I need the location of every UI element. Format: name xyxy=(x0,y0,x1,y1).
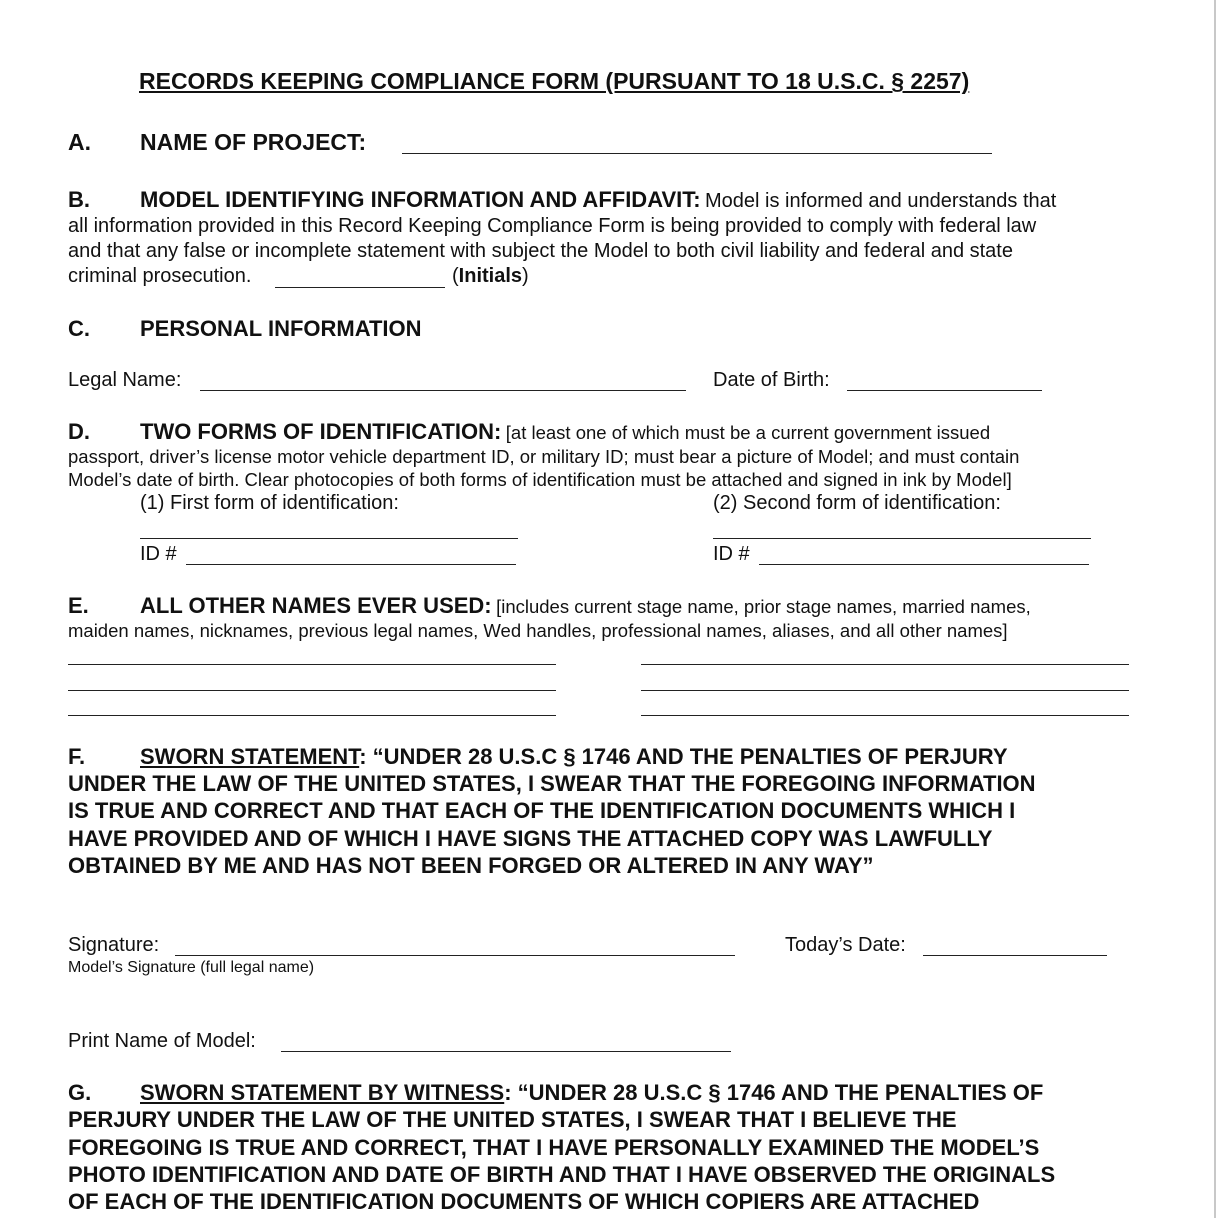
section-e-letter: E. xyxy=(68,593,89,618)
other-name-field[interactable] xyxy=(641,690,1129,691)
second-id-label: (2) Second form of identification: xyxy=(713,492,1001,514)
first-id-field[interactable] xyxy=(140,538,518,539)
legal-name-label: Legal Name: xyxy=(68,369,182,391)
section-a-label: NAME OF PROJECT: xyxy=(140,129,367,155)
section-f-text1: : “UNDER 28 U.S.C § 1746 AND THE PENALTIES OF PERJURY xyxy=(359,744,1008,769)
section-g-heading: SWORN STATEMENT BY WITNESS xyxy=(140,1080,505,1105)
first-id-number-field[interactable] xyxy=(186,564,516,565)
section-b-line3: and that any false or incomplete statement with subject the Model to both civil liability and federal and state xyxy=(68,240,1013,262)
print-name-label: Print Name of Model: xyxy=(68,1030,256,1052)
section-f-heading: SWORN STATEMENT xyxy=(140,744,360,769)
section-g-text5: OF EACH OF THE IDENTIFICATION DOCUMENTS OF WHICH COPIERS ARE ATTACHED xyxy=(68,1189,980,1214)
section-d-line2: passport, driver’s license motor vehicle department ID, or military ID; must bear a picture of Model; and must contain xyxy=(68,446,1020,467)
print-name-field[interactable] xyxy=(281,1051,731,1052)
section-g-text4: PHOTO IDENTIFICATION AND DATE OF BIRTH AND THAT I HAVE OBSERVED THE ORIGINALS xyxy=(68,1162,1056,1187)
section-b-heading: MODEL IDENTIFYING INFORMATION AND AFFIDAVIT: xyxy=(140,187,701,212)
section-f-text3: IS TRUE AND CORRECT AND THAT EACH OF THE IDENTIFICATION DOCUMENTS WHICH I xyxy=(68,798,1016,823)
second-id-field[interactable] xyxy=(713,538,1091,539)
section-e-line2: maiden names, nicknames, previous legal names, Wed handles, professional names, aliases, and all other names] xyxy=(68,620,1008,641)
section-c-heading: PERSONAL INFORMATION xyxy=(140,316,422,341)
signature-sublabel: Model’s Signature (full legal name) xyxy=(68,959,315,976)
section-d-line1: [at least one of which must be a current government issued xyxy=(505,422,991,443)
signature-label: Signature: xyxy=(68,934,160,956)
section-e-line1: [includes current stage name, prior stage names, married names, xyxy=(496,596,1031,617)
dob-label: Date of Birth: xyxy=(713,369,830,391)
section-b-line4: criminal prosecution. xyxy=(68,265,252,287)
section-f-text5: OBTAINED BY ME AND HAS NOT BEEN FORGED OR ALTERED IN ANY WAY” xyxy=(68,853,874,878)
first-id-number-label: ID # xyxy=(140,543,177,565)
signature-field[interactable] xyxy=(175,955,735,956)
section-b-line1: Model is informed and understands that xyxy=(705,190,1057,212)
other-name-field[interactable] xyxy=(641,664,1129,665)
section-c-letter: C. xyxy=(68,316,90,341)
legal-name-field[interactable] xyxy=(200,390,686,391)
section-d-line3: Model’s date of birth. Clear photocopies of both forms of identification must be attached and signed in ink by Model] xyxy=(68,469,1012,490)
section-f-letter: F. xyxy=(68,744,86,769)
page-edge xyxy=(1214,0,1216,1218)
section-g-text2: PERJURY UNDER THE LAW OF THE UNITED STATES, I SWEAR THAT I BELIEVE THE xyxy=(68,1107,957,1132)
section-g-text1: : “UNDER 28 U.S.C § 1746 AND THE PENALTIES OF xyxy=(504,1080,1044,1105)
section-b-letter: B. xyxy=(68,187,90,212)
section-d-letter: D. xyxy=(68,419,90,444)
other-name-field[interactable] xyxy=(68,690,556,691)
section-f-text2: UNDER THE LAW OF THE UNITED STATES, I SWEAR THAT THE FOREGOING INFORMATION xyxy=(68,771,1036,796)
initials-label: (Initials) xyxy=(452,265,529,287)
other-name-field[interactable] xyxy=(68,715,556,716)
first-id-label: (1) First form of identification: xyxy=(140,492,399,514)
todays-date-field[interactable] xyxy=(923,955,1107,956)
other-name-field[interactable] xyxy=(641,715,1129,716)
section-d-heading: TWO FORMS OF IDENTIFICATION: xyxy=(140,419,502,444)
todays-date-label: Today’s Date: xyxy=(785,934,906,956)
section-e-heading: ALL OTHER NAMES EVER USED: xyxy=(140,593,492,618)
section-a-letter: A. xyxy=(68,129,91,155)
second-id-number-field[interactable] xyxy=(759,564,1089,565)
section-b-line2: all information provided in this Record Keeping Compliance Form is being provided to comply with federal law xyxy=(68,215,1037,237)
other-name-field[interactable] xyxy=(68,664,556,665)
second-id-number-label: ID # xyxy=(713,543,750,565)
initials-field[interactable] xyxy=(275,287,445,288)
section-g-letter: G. xyxy=(68,1080,92,1105)
dob-field[interactable] xyxy=(847,390,1042,391)
section-f-text4: HAVE PROVIDED AND OF WHICH I HAVE SIGNS THE ATTACHED COPY WAS LAWFULLY xyxy=(68,826,993,851)
section-g-text3: FOREGOING IS TRUE AND CORRECT, THAT I HAVE PERSONALLY EXAMINED THE MODEL’S xyxy=(68,1135,1040,1160)
project-name-field[interactable] xyxy=(402,153,992,154)
form-title: RECORDS KEEPING COMPLIANCE FORM (PURSUANT TO 18 U.S.C. § 2257) xyxy=(139,68,970,94)
